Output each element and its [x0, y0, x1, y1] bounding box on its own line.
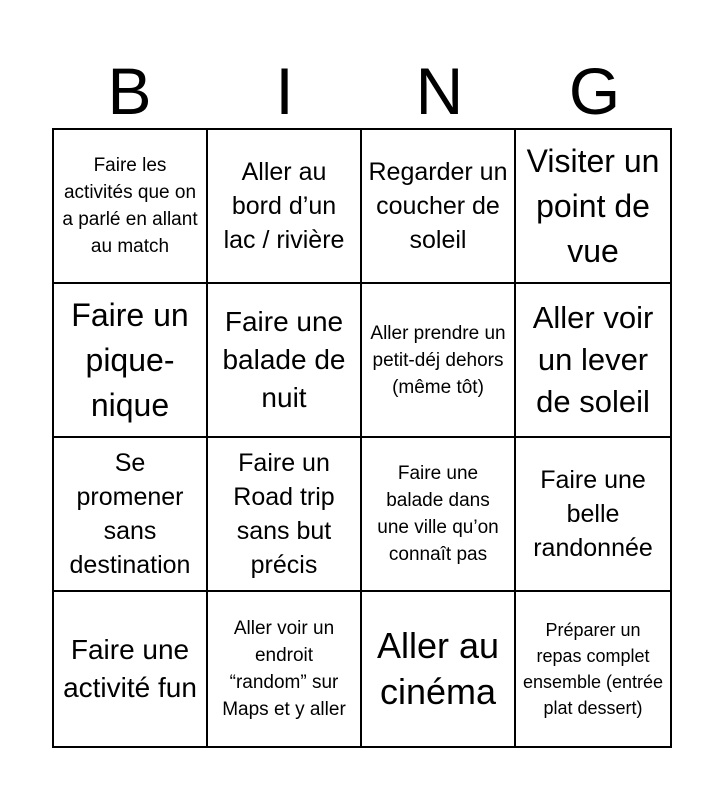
bingo-cell[interactable]: [54, 284, 208, 438]
cell-text: Se promener sans destination: [69, 449, 191, 579]
cell-text: Aller au cinéma: [376, 625, 500, 712]
bingo-cell[interactable]: [208, 130, 362, 284]
bingo-cell[interactable]: [54, 438, 208, 592]
bingo-header: [52, 56, 672, 126]
cell-text: Faire une belle randonnée: [533, 466, 653, 562]
bingo-cell[interactable]: [362, 592, 516, 746]
cell-text: Faire une activité fun: [63, 634, 197, 703]
bingo-cell[interactable]: [208, 438, 362, 592]
bingo-cell[interactable]: [54, 130, 208, 284]
cell-text: Regarder un coucher de soleil: [368, 158, 508, 254]
bingo-cell[interactable]: [208, 592, 362, 746]
bingo-cell[interactable]: [516, 592, 670, 746]
cell-text: Aller voir un lever de soleil: [532, 300, 654, 419]
cell-text: Faire les activités que on a parlé en allant au match: [62, 155, 198, 257]
bingo-cell[interactable]: [362, 284, 516, 438]
bingo-cell[interactable]: [362, 130, 516, 284]
bingo-cell[interactable]: [516, 438, 670, 592]
header-letter-b: B: [107, 54, 152, 128]
bingo-cell[interactable]: [362, 438, 516, 592]
cell-text: Aller prendre un petit-déj dehors (même tôt): [370, 322, 506, 398]
cell-text: Visiter un point de vue: [526, 142, 660, 269]
bingo-cell[interactable]: [54, 592, 208, 746]
header-letter-i: I: [275, 54, 294, 128]
bingo-cell[interactable]: [516, 130, 670, 284]
header-letter-n: N: [415, 54, 464, 128]
bingo-cell[interactable]: [208, 284, 362, 438]
cell-text: Faire un pique-nique: [71, 296, 189, 423]
bingo-card-grid: [52, 128, 672, 748]
cell-text: Faire une balade de nuit: [222, 306, 346, 413]
cell-text: Faire un Road trip sans but précis: [233, 449, 335, 579]
header-letter-g: G: [568, 54, 621, 128]
cell-text: Aller voir un endroit “random” sur Maps et y aller: [222, 618, 346, 720]
cell-text: Faire une balade dans une ville qu’on connaît pas: [377, 463, 499, 565]
cell-text: Aller au bord d’un lac / rivière: [223, 158, 345, 254]
bingo-cell[interactable]: [516, 284, 670, 438]
cell-text: Préparer un repas complet ensemble (entrée plat dessert): [522, 620, 664, 718]
